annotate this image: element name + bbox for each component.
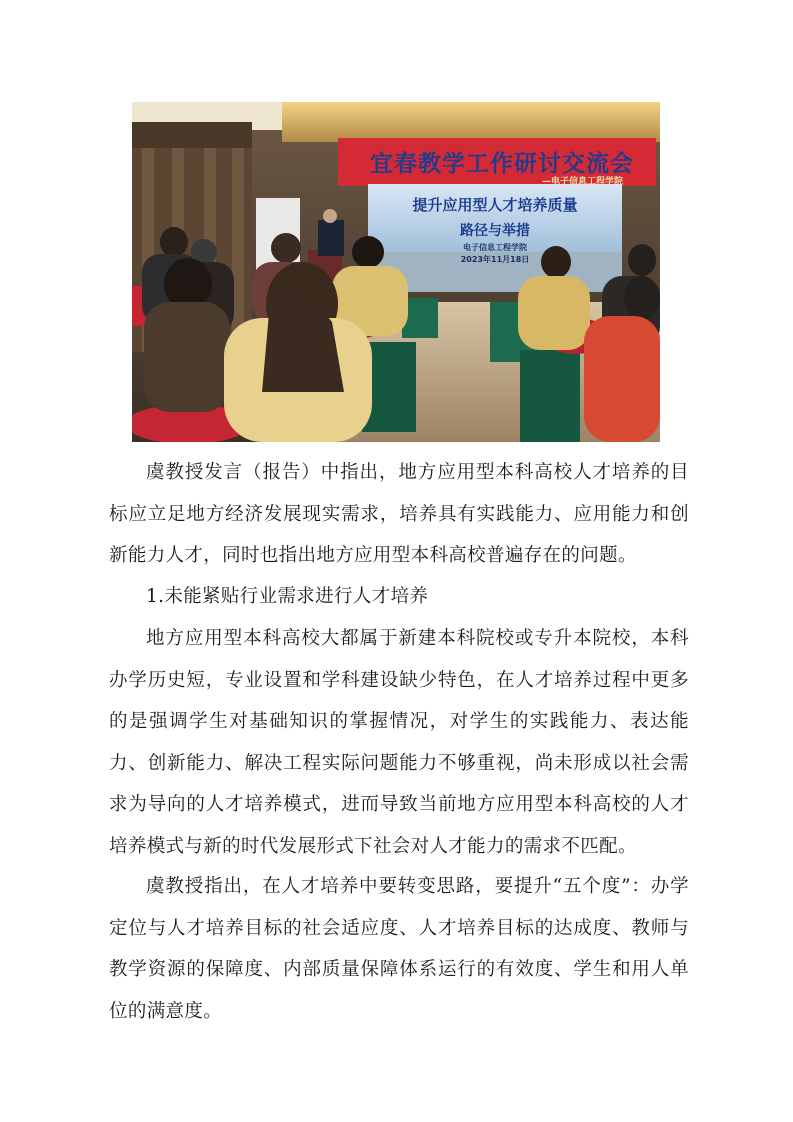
banner-subtitle: —电子信息工程学院 — [542, 177, 624, 187]
projection-screen — [372, 188, 618, 328]
screen-date: 2023年11月18日 — [460, 255, 530, 264]
screen-title: 提升应用型人才培养质量 — [412, 196, 578, 214]
paragraph-five-degrees: 虞教授指出，在人才培养中要转变思路，要提升“五个度”：办学定位与人才培养目标的社会适应度、人才培养目标的达成度、教师与教学资源的保障度、内部质量保障体系运行的有效度、学生和用人单位的满意度。 — [109, 876, 689, 1022]
section-heading-1: 1.未能紧贴行业需求进行人才培养 — [146, 586, 429, 607]
screen-subtitle: 路径与举措 — [460, 223, 530, 239]
paragraph-speech-summary: 虞教授发言（报告）中指出，地方应用型本科高校人才培养的目标应立足地方经济发展现实需求，培养具有实践能力、应用能力和创新能力人才，同时也指出地方应用型本科高校普遍存在的问题。 — [109, 462, 689, 566]
banner-title: 宜春教学工作研讨交流会 — [370, 150, 634, 177]
conference-photo — [132, 102, 660, 442]
paragraph-problem-detail: 地方应用型本科高校大都属于新建本科院校或专升本院校，本科办学历史短，专业设置和学科建设缺少特色，在人才培养过程中更多的是强调学生对基础知识的掌握情况，对学生的实践能力、表达能力、创新能力、解决工程实际问题能力不够重视，尚未形成以社会需求为导向的人才培养模式，进而导致当前地方应用型本科高校的人才培养模式与新的时代发展形式下社会对人才能力的需求不匹配。 — [109, 628, 689, 857]
screen-org: 电子信息工程学院 — [463, 243, 527, 252]
